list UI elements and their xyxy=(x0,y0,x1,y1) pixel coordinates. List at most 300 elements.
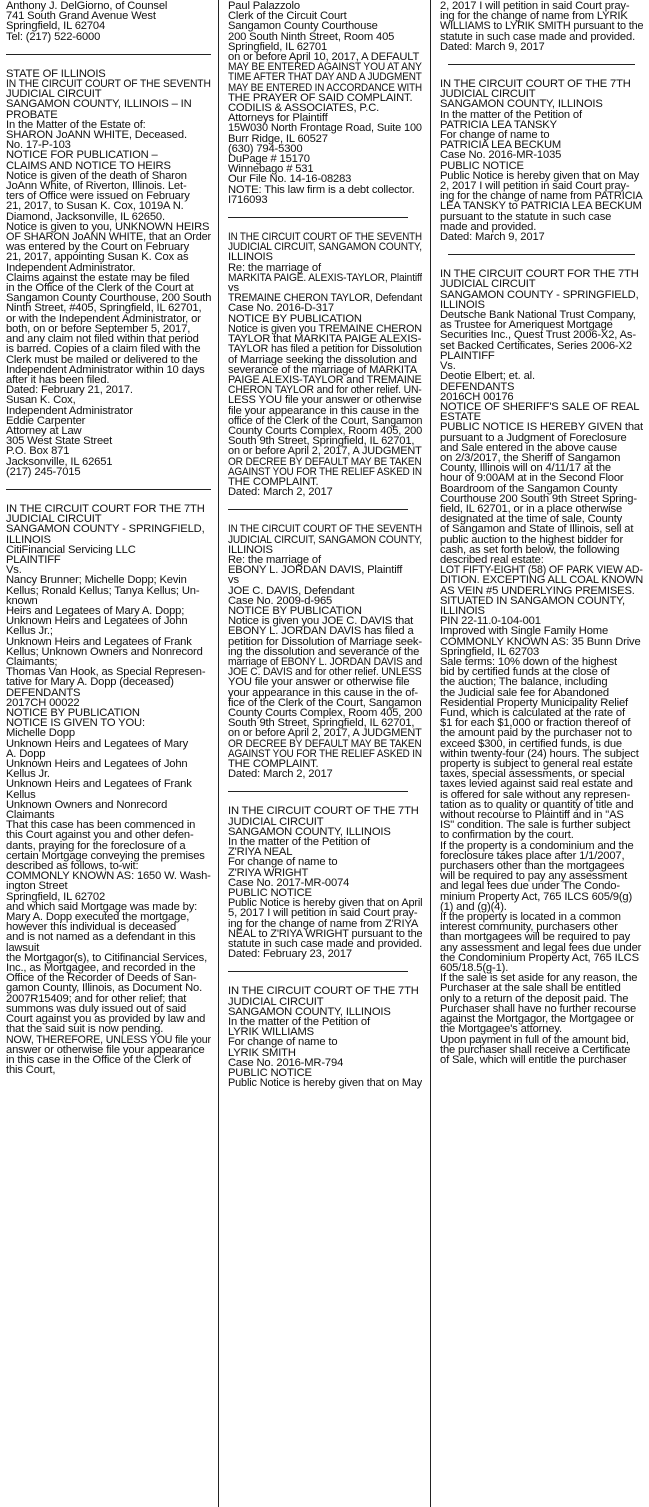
notice-line: PIN 22-11.0-104-001 xyxy=(440,615,541,628)
notice-line: of Sale, which will entitle the purchaser xyxy=(440,1053,627,1066)
notice-line: Re: the marriage of xyxy=(228,553,321,566)
notice-line: Heirs and Legatees of Mary A. Dopp; xyxy=(6,604,185,617)
notice-line: answer or otherwise file your appearance xyxy=(6,1043,205,1056)
notice-line: Independent Administrator within 10 days xyxy=(6,363,205,376)
notice-line: NOTICE OF SHERIFF'S SALE OF REAL xyxy=(440,400,640,413)
notice-line: interest community, purchasers other xyxy=(440,921,618,934)
notice-line: 5, 2017 I will petition in said Court pray- xyxy=(228,907,418,920)
notice-line: CODILIS & ASSOCIATES, P.C. xyxy=(228,102,380,115)
notice-line: Attorneys for Plaintiff xyxy=(228,112,328,125)
notice-line: Public Notice is hereby given that on May xyxy=(228,1077,422,1090)
notice-line: of Sangamon and State of Illinois, sell at xyxy=(440,523,634,536)
notice-line: IN THE CIRCUIT COURT FOR THE 7TH xyxy=(6,502,205,515)
notice-line: vs xyxy=(228,574,239,587)
notice-line: (630) 794-5300 xyxy=(228,142,303,155)
notice-line: Case No. 2009-d-965 xyxy=(228,594,333,607)
notice-line: this Court against you and other defen- xyxy=(6,829,194,842)
notice-line: PUBLIC NOTICE IS HEREBY GIVEN that xyxy=(440,421,643,434)
notice-line: SANGAMON COUNTY - SPRINGFIELD, xyxy=(6,523,205,536)
notice-line: In the Matter of the Estate of: xyxy=(6,118,146,131)
notice-line: SANGAMON COUNTY, ILLINOIS xyxy=(228,1005,391,1018)
notice-line: Ninth Street, #405, Springfield, IL 62701, xyxy=(6,302,202,315)
notice-line: Independent Administrator. xyxy=(6,261,136,274)
notice-line: ILLINOIS xyxy=(6,533,51,546)
notice-line: Court against you as provided by law and xyxy=(6,1013,206,1026)
notice-line: Notice is given you JOE C. DAVIS that xyxy=(228,615,414,628)
notice-line: PAIGE ALEXIS-TAYLOR and TREMAINE xyxy=(228,373,422,386)
notice-line: $1 for each $1,000 or fraction thereof of xyxy=(440,717,631,730)
notice-line: THE PRAYER OF SAID COMPLAINT. xyxy=(228,91,413,104)
notice-line: NEAL to Z'RIYA WRIGHT pursuant to the xyxy=(228,927,422,940)
notice-line: only to a return of the deposit paid. The xyxy=(440,992,629,1005)
notice-line: dants, praying for the foreclosure of a xyxy=(6,839,186,852)
notice-line: IN THE CIRCUIT COURT FOR THE 7TH xyxy=(440,268,639,281)
notice-line: Dated: March 9, 2017 xyxy=(440,231,545,244)
notice-line: will be required to pay any assessment xyxy=(440,870,628,883)
notice-line: Upon payment in full of the amount bid, xyxy=(440,1033,629,1046)
notice-line: TAYLOR has filed a petition for Dissolution xyxy=(228,343,422,356)
notice-line: ILLINOIS xyxy=(228,543,273,556)
notice-line: your appearance in this cause in the of- xyxy=(228,686,418,699)
notice-line: THE COMPLAINT. xyxy=(228,758,319,771)
notice-line: IN THE CIRCUIT COURT OF THE 7TH xyxy=(228,805,419,818)
legal-notice xyxy=(6,69,211,477)
notice-line: Springfield, IL 62704 xyxy=(6,20,106,33)
notice-line: OR DECREE BY DEFAULT MAY BE TAKEN xyxy=(228,455,422,468)
notice-line: JUDICIAL CIRCUIT xyxy=(440,88,536,101)
notice-separator xyxy=(448,254,635,255)
notice-line: ILLINOIS xyxy=(228,251,273,264)
notice-line: of Marriage seeking the dissolution and xyxy=(228,353,417,366)
notice-line: marriage of EBONY L. JORDAN DAVIS and xyxy=(228,655,422,668)
notice-separator xyxy=(228,217,408,218)
notice-separator xyxy=(228,791,408,792)
notice-line: In the matter of the Petition of xyxy=(228,1016,370,1029)
notice-line: purchasers other than the mortgagees xyxy=(440,860,625,873)
notice-line: 200 South Ninth Street, Room 405 xyxy=(228,30,395,43)
notice-line: NOW, THEREFORE, UNLESS YOU file your xyxy=(6,1033,211,1046)
notice-line: ing for the change of name from LYRIK xyxy=(440,10,628,23)
column-2 xyxy=(228,0,422,1507)
notice-line: or with the Independent Administrator, or xyxy=(6,312,201,325)
notice-line: YOU file your answer or otherwise file xyxy=(228,676,410,689)
notice-line: For change of name to xyxy=(228,1036,338,1049)
notice-line: PATRICIA LEA TANSKY xyxy=(440,118,557,131)
notice-line: CitiFinancial Servicing LLC xyxy=(6,543,136,556)
notice-line: IN THE CIRCUIT COURT OF THE SEVENTH xyxy=(228,231,422,244)
notice-line: JUDICIAL CIRCUIT xyxy=(440,278,536,291)
notice-line: CHERON TAYLOR and for other relief. UN- xyxy=(228,384,422,397)
notice-line: ILLINOIS xyxy=(440,298,485,311)
notice-line: PUBLIC NOTICE xyxy=(228,1067,312,1080)
notice-line: OF SHARON JoANN WHITE, that an Order xyxy=(6,231,211,244)
notice-line: THE COMPLAINT. xyxy=(228,475,319,488)
notice-line: SANGAMON COUNTY, ILLINOIS xyxy=(440,98,603,111)
notice-line: JUDICIAL CIRCUIT xyxy=(228,815,324,828)
notice-line: MARKITA PAIGE. ALEXIS-TAYLOR, Plaintiff xyxy=(228,271,422,284)
notice-line: the Mortgagee's attorney. xyxy=(440,1023,562,1036)
notice-line: Case No. 2016-MR-794 xyxy=(228,1056,344,1069)
notice-line: severance of the marriage of MARKITA xyxy=(228,363,418,376)
notice-line: JUDICIAL CIRCUIT xyxy=(6,513,102,526)
notice-line: ESTATE xyxy=(440,411,481,424)
notice-line: For change of name to xyxy=(228,856,338,869)
notice-line: the Judicial sale fee for Abandoned xyxy=(440,686,609,699)
notice-line: 2007R15409; and for other relief; that xyxy=(6,992,187,1005)
notice-line: Inc., as Mortgagee, and recorded in the xyxy=(6,962,196,975)
legal-notice xyxy=(228,1,422,205)
notice-line: Unknown Heirs and Legatees of John xyxy=(6,615,188,628)
notice-line: 21, 2017, appointing Susan K. Cox as xyxy=(6,251,189,264)
notice-line: Unknown Heirs and Legatees of Frank xyxy=(6,635,192,648)
notice-line: ing for the change of name from PATRICIA xyxy=(440,190,643,203)
notice-line: AS VEIN #5 UNDERLYING PREMISES. xyxy=(440,584,635,597)
notice-line: exceed $300, in certified funds, is due xyxy=(440,737,622,750)
notice-line: summons was duly issued out of said xyxy=(6,1002,187,1015)
notice-line: Case No. 2016-D-317 xyxy=(228,302,334,315)
notice-line: designated at the time of sale, County xyxy=(440,513,623,526)
notice-line: the purchaser shall receive a Certificate xyxy=(440,1043,631,1056)
notice-line: DITION. EXCEPTING ALL COAL KNOWN xyxy=(440,574,643,587)
notice-line: and Sale entered in the above cause xyxy=(440,441,617,454)
notice-line: Unknown Heirs and Legatees of John xyxy=(6,758,188,771)
notice-line: Kellus Jr. xyxy=(6,768,50,781)
notice-line: IN THE CIRCUIT COURT OF THE SEVENTH xyxy=(6,78,211,91)
notice-line: DEFENDANTS xyxy=(440,380,515,393)
notice-line: ington Street xyxy=(6,880,68,893)
notice-line: 2016CH 00176 xyxy=(440,390,514,403)
notice-line: PLAINTIFF xyxy=(6,553,61,566)
notice-line: described real estate: xyxy=(440,553,544,566)
notice-line: Case No. 2017-MR-0074 xyxy=(228,876,350,889)
notice-line: office of the Clerk of the Court, Sangamon xyxy=(228,414,422,427)
notice-line: described as follows, to-wit: xyxy=(6,860,139,873)
notice-line: (1) and (g)(4). xyxy=(440,900,507,913)
notice-line: CLAIMS AND NOTICE TO HEIRS xyxy=(6,159,171,172)
notice-line: Dated: March 2, 2017 xyxy=(228,486,333,499)
notice-line: NOTICE FOR PUBLICATION – xyxy=(6,149,158,162)
notice-line: the auction; The balance, including xyxy=(440,676,608,689)
notice-line: and is not named as a defendant in this xyxy=(6,931,196,944)
notice-line: Vs. xyxy=(6,564,22,577)
notice-line: Deutsche Bank National Trust Company, xyxy=(440,309,636,322)
notice-line: TAYLOR that MARKITA PAIGE ALEXIS- xyxy=(228,333,422,346)
notice-line: Clerk must be mailed or delivered to the xyxy=(6,353,198,366)
notice-line: JUDICIAL CIRCUIT, SANGAMON COUNTY, xyxy=(228,241,422,254)
notice-line: IS" condition. The sale is further subject xyxy=(440,819,631,832)
notice-line: Michelle Dopp xyxy=(6,727,75,740)
notice-line: NOTICE IS GIVEN TO YOU: xyxy=(6,717,145,730)
notice-line: County Courts Complex, Room 405, 200 xyxy=(228,424,422,437)
notice-line: South 9th Street, Springfield, IL 62701, xyxy=(228,717,415,730)
notice-line: In the matter of the Petition of xyxy=(440,108,582,121)
notice-line: ing the dissolution and severance of the xyxy=(228,645,420,658)
notice-line: as Trustee for Ameriquest Mortgage xyxy=(440,319,613,332)
notice-separator xyxy=(228,971,408,972)
notice-line: that the said suit is now pending. xyxy=(6,1023,164,1036)
notice-line: In the matter of the Petition of xyxy=(228,836,370,849)
notice-line: Mary A. Dopp executed the mortgage, xyxy=(6,911,190,924)
notice-line: AGAINST YOU FOR THE RELIEF ASKED IN xyxy=(228,747,422,760)
notice-line: IN THE CIRCUIT COURT OF THE 7TH xyxy=(228,985,419,998)
legal-notice xyxy=(440,269,643,1065)
notice-line: For change of name to xyxy=(440,129,550,142)
notice-line: Dated: February 23, 2017 xyxy=(228,948,352,961)
notice-line: Office of the Recorder of Deeds of San- xyxy=(6,972,197,985)
notice-separator xyxy=(228,509,408,510)
notice-line: foreclosure takes place after 1/1/2007, xyxy=(440,849,625,862)
notice-line: set Backed Certificates, Series 2006-X2 xyxy=(440,339,632,352)
notice-line: ILLINOIS xyxy=(440,604,485,617)
notice-line: Dated: March 9, 2017 xyxy=(440,40,545,53)
notice-line: Sangamon County Courthouse, 200 South xyxy=(6,292,211,305)
notice-line: OR DECREE BY DEFAULT MAY BE TAKEN xyxy=(228,737,422,750)
notice-line: and any claim not filed within that period xyxy=(6,333,199,346)
notice-line: JoAnn White, of Riverton, Illinois. Let- xyxy=(6,180,187,193)
notice-line: Claimants; xyxy=(6,655,58,668)
notice-line: gamon County, Illinois, as Document No. xyxy=(6,982,203,995)
notice-line: any assessment and legal fees due under xyxy=(440,941,642,954)
notice-line: Kellus; Unknown Owners and Nonrecord xyxy=(6,645,203,658)
notice-line: LOT FIFTY-EIGHT (58) OF PARK VIEW AD- xyxy=(440,564,643,577)
notice-line: on 2/3/2017, the Sheriff of Sangamon xyxy=(440,451,621,464)
notice-separator xyxy=(6,54,211,55)
notice-line: Kellus; Ronald Kellus; Tanya Kellus; Un- xyxy=(6,584,200,597)
notice-line: pursuant to a Judgment of Foreclosure xyxy=(440,431,627,444)
notice-line: SHARON JoANN WHITE, Deceased. xyxy=(6,129,187,142)
notice-line: JOE C. DAVIS and for other relief. UNLESS xyxy=(228,666,422,679)
notice-line: without recourse to Plaintiff and in "AS xyxy=(440,809,624,822)
notice-line: tation as to quality or quantity of title and xyxy=(440,798,634,811)
notice-line: Claims against the estate may be filed xyxy=(6,271,190,284)
notice-line: DEFENDANTS xyxy=(6,686,81,699)
notice-line: MAY BE ENTERED IN ACCORDANCE WITH xyxy=(228,81,422,94)
notice-line: Public Notice is hereby given that on May xyxy=(440,169,640,182)
notice-line: public auction to the highest bidder for xyxy=(440,533,624,546)
notice-line: 741 South Grand Avenue West xyxy=(6,10,156,23)
notice-line: on or before April 2, 2017, A JUDGMENT xyxy=(228,445,422,458)
legal-notice xyxy=(440,79,643,242)
notice-separator xyxy=(448,64,635,65)
notice-line: ters of Office were issued on February xyxy=(6,190,190,203)
notice-line: taxes levied against said real estate and xyxy=(440,778,633,791)
legal-notice xyxy=(6,504,211,1075)
notice-line: Springfield, IL 62702 xyxy=(6,890,106,903)
notice-line: statute in such case made and provided. xyxy=(440,30,636,43)
notice-line: STATE OF ILLINOIS xyxy=(6,67,106,80)
notice-line: PROBATE xyxy=(6,108,58,121)
notice-line: If the property is a condominium and the xyxy=(440,839,634,852)
notice-line: South 9th Street, Springfield, IL 62701, xyxy=(228,435,415,448)
notice-line: within twenty-four (24) hours. The subject xyxy=(440,747,639,760)
notice-line: known xyxy=(6,594,38,607)
notice-line: this Court, xyxy=(6,1064,56,1077)
notice-line: NOTICE BY PUBLICATION xyxy=(228,604,362,617)
notice-line: NOTE: This law firm is a debt collector. xyxy=(228,183,415,196)
notice-line: Dated: March 2, 2017 xyxy=(228,768,333,781)
notice-line: A. Dopp xyxy=(6,747,46,760)
notice-line: Independent Administrator xyxy=(6,404,133,417)
notice-line: fice of the Clerk of the Court, Sangamon xyxy=(228,696,422,709)
notice-line: I716093 xyxy=(228,193,268,206)
notice-line: minium Property Act, 765 ILCS 605/9(g) xyxy=(440,890,633,903)
notice-line: statute in such case made and provided. xyxy=(228,938,422,951)
notice-line: Eddie Carpenter xyxy=(6,414,86,427)
notice-line: Fund, which is calculated at the rate of xyxy=(440,707,625,719)
notice-line: taxes, special assessments, or special xyxy=(440,768,625,781)
notice-line: Claimants xyxy=(6,809,55,822)
column-divider xyxy=(218,0,219,1507)
notice-line: ing for the change of name from Z'RIYA xyxy=(228,917,419,930)
notice-line: hour of 9:00AM at in the Second Floor xyxy=(440,472,624,485)
notice-line: file your appearance in this cause in the xyxy=(228,404,419,417)
notice-line: PUBLIC NOTICE xyxy=(228,887,312,900)
notice-line: SANGAMON COUNTY - SPRINGFIELD, xyxy=(440,288,639,301)
notice-line: Winnebago # 531 xyxy=(228,163,314,176)
notice-line: Springfield, IL 62703 xyxy=(440,645,540,658)
notice-line: than mortgagees will be required to pay xyxy=(440,931,631,944)
notice-line: If the sale is set aside for any reason, the xyxy=(440,972,638,985)
notice-line: Clerk of the Circuit Court xyxy=(228,10,347,23)
notice-line: JUDICIAL CIRCUIT xyxy=(228,995,324,1008)
notice-line: (217) 245-7015 xyxy=(6,465,81,478)
notice-line: EBONY L. JORDAN DAVIS, Plaintiff xyxy=(228,564,403,577)
notice-line: Courthouse 200 South 9th Street Spring- xyxy=(440,492,637,505)
notice-line: Anthony J. DelGiorno, of Counsel xyxy=(6,0,168,12)
notice-line: SANGAMON COUNTY, ILLINOIS xyxy=(228,825,391,838)
notice-line: Purchaser at the sale shall be entitled xyxy=(440,982,621,995)
notice-line: cash, as set forth below, the following xyxy=(440,543,620,556)
notice-line: No. 17-P-103 xyxy=(6,139,71,152)
notice-line: the Mortgagor(s), to Citifinancial Services, xyxy=(6,951,208,964)
notice-line: the Condominium Property Act, 765 ILCS xyxy=(440,951,639,964)
legal-notice xyxy=(228,232,422,497)
notice-line: County Courts Complex, Room 405, 200 xyxy=(228,707,422,719)
notice-line: County, Illinois will on 4/11/17 at the xyxy=(440,462,611,475)
notice-line: Improved with Single Family Home xyxy=(440,625,609,638)
notice-line: 21, 2017, to Susan K. Cox, 1019A N. xyxy=(6,200,184,213)
notice-line: Residential Property Municipality Relief xyxy=(440,696,629,709)
notice-line: Z'RIYA WRIGHT xyxy=(228,866,309,879)
notice-line: bid by certified funds at the close of xyxy=(440,666,610,679)
notice-line: Case No. 2016-MR-1035 xyxy=(440,149,562,162)
notice-line: after it has been filed. xyxy=(6,373,110,386)
notice-line: PATRICIA LEA BECKUM xyxy=(440,139,562,152)
legal-notice xyxy=(228,986,422,1088)
notice-line: 2017CH 00022 xyxy=(6,696,80,709)
notice-line: NOTICE BY PUBLICATION xyxy=(228,312,362,325)
notice-line: both, on or before September 5, 2017, xyxy=(6,322,191,335)
notice-line: P.O. Box 871 xyxy=(6,445,70,458)
notice-line: MAY BE ENTERED AGAINST YOU AT ANY xyxy=(228,61,422,74)
notice-line: Tel: (217) 522-6000 xyxy=(6,30,101,43)
legal-notice xyxy=(228,524,422,779)
notice-line: Public Notice is hereby given that on April xyxy=(228,897,422,910)
notice-line: Securities Inc., Quest Trust 2006-X2, As- xyxy=(440,329,636,342)
notice-line: Jacksonville, IL 62651 xyxy=(6,455,113,468)
notice-line: Unknown Heirs and Legatees of Frank xyxy=(6,778,192,791)
notice-line: Purchaser shall have no further recourse xyxy=(440,1002,637,1015)
notice-line: Deotie Elbert; et. al. xyxy=(440,370,535,383)
legal-notice xyxy=(440,1,643,52)
notice-line: vs xyxy=(228,282,239,295)
notice-line: Our File No. 14-16-08283 xyxy=(228,173,352,186)
notice-line: Paul Palazzolo xyxy=(228,0,300,12)
column-1 xyxy=(6,0,211,1507)
notice-line: Kellus Jr.; xyxy=(6,625,53,638)
notice-line: Z'RIYA NEAL xyxy=(228,846,293,859)
notice-line: Springfield, IL 62701 xyxy=(228,40,328,53)
notice-line: Sale terms: 10% down of the highest xyxy=(440,655,617,668)
notice-separator xyxy=(6,489,211,490)
notice-line: on or before April 2, 2017, A JUDGMENT xyxy=(228,727,422,740)
notice-line: Unknown Owners and Nonrecord xyxy=(6,798,168,811)
notice-line: lawsuit xyxy=(6,941,40,954)
notice-line: Vs. xyxy=(440,360,456,373)
notice-line: Notice is given of the death of Sharon xyxy=(6,169,187,182)
notice-line: Dated: February 21, 2017. xyxy=(6,384,133,397)
notice-line: Thomas Van Hook, as Special Represen- xyxy=(6,666,206,679)
notice-line: on or before April 10, 2017, A DEFAULT xyxy=(228,51,420,64)
notice-line: petition for Dissolution of Marriage seek- xyxy=(228,635,422,648)
notice-line: JOE C. DAVIS, Defendant xyxy=(228,584,355,597)
notice-line: 2, 2017 I will petition in said Court pray- xyxy=(440,0,630,12)
notice-line: SANGAMON COUNTY, ILLINOIS – IN xyxy=(6,98,192,111)
notice-line: Unknown Heirs and Legatees of Mary xyxy=(6,737,189,750)
notice-line: Nancy Brunner; Michelle Dopp; Kevin xyxy=(6,574,187,587)
notice-line: Attorney at Law xyxy=(6,424,82,437)
notice-line: WILLIAMS to LYRIK SMITH pursuant to the xyxy=(440,20,643,33)
notice-line: JUDICIAL CIRCUIT, SANGAMON COUNTY, xyxy=(228,533,422,546)
notice-line: That this case has been commenced in xyxy=(6,819,196,832)
notice-line: Notice is given you TREMAINE CHERON xyxy=(228,322,422,335)
notice-line: in the Office of the Clerk of the Court at xyxy=(6,282,194,295)
notice-line: SITUATED IN SANGAMON COUNTY, xyxy=(440,594,625,607)
notice-line: pursuant to the statute in such case xyxy=(440,210,612,223)
notice-line: 605/18.5(g-1). xyxy=(440,962,509,975)
notice-line: certain Mortgage conveying the premises xyxy=(6,849,205,862)
notice-line: tative for Mary A. Dopp (deceased) xyxy=(6,676,174,689)
notice-line: against the Mortgagor, the Mortgagee or xyxy=(440,1013,634,1026)
notice-line: Re: the marriage of xyxy=(228,261,321,274)
notice-line: was entered by the Court on February xyxy=(6,241,190,254)
notice-line: AGAINST YOU FOR THE RELIEF ASKED IN xyxy=(228,465,422,478)
notice-line: 305 West State Street xyxy=(6,435,113,448)
notice-line: however this individual is deceased xyxy=(6,921,177,934)
notice-line: Sangamon County Courthouse xyxy=(228,20,378,33)
legal-notice xyxy=(6,1,211,42)
notice-line: field, IL 62701, or in a place otherwise xyxy=(440,502,623,515)
notice-line: PLAINTIFF xyxy=(440,349,495,362)
notice-line: Kellus xyxy=(6,788,36,801)
notice-line: PUBLIC NOTICE xyxy=(440,159,524,172)
notice-line: 2, 2017 I will petition in said Court pray- xyxy=(440,180,630,193)
column-3 xyxy=(440,0,643,1507)
notice-line: DuPage # 15170 xyxy=(228,153,310,166)
notice-line: LYRIK SMITH xyxy=(228,1046,296,1059)
notice-line: the amount paid by the purchaser not to xyxy=(440,727,632,740)
notice-line: TIME AFTER THAT DAY AND A JUDGMENT xyxy=(228,71,422,84)
notice-line: IN THE CIRCUIT COURT OF THE 7TH xyxy=(440,78,631,91)
notice-line: If the property is located in a common xyxy=(440,911,621,924)
notice-line: Susan K. Cox, xyxy=(6,394,76,407)
notice-line: LESS YOU file your answer or otherwise xyxy=(228,394,422,407)
notice-line: Diamond, Jacksonville, IL 62650. xyxy=(6,210,165,223)
notice-line: and legal fees due under The Condo- xyxy=(440,880,620,893)
notice-line: JUDICIAL CIRCUIT xyxy=(6,88,102,101)
notice-line: to confirmation by the court. xyxy=(440,829,574,842)
notice-line: EBONY L. JORDAN DAVIS has filed a xyxy=(228,625,414,638)
